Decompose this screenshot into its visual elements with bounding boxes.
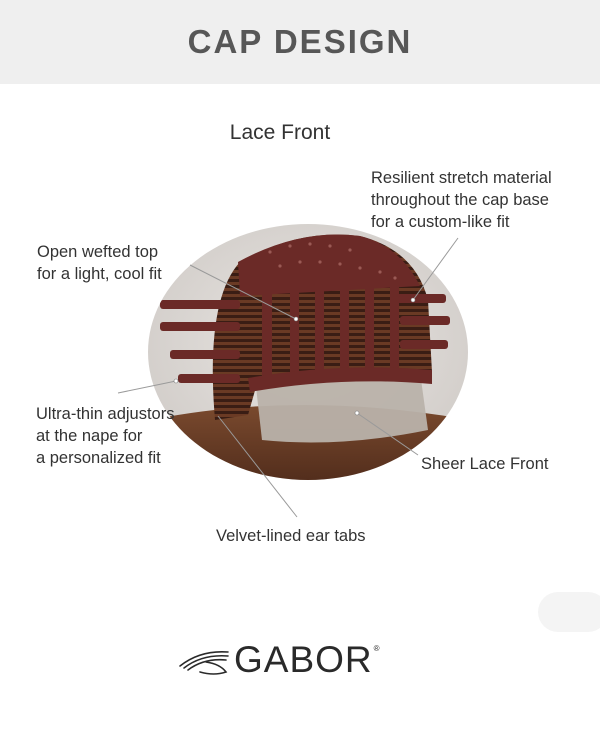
- page-title: CAP DESIGN: [187, 23, 413, 60]
- callout-resilient-stretch: Resilient stretch material throughout the cap base for a custom-like fit: [371, 169, 552, 231]
- cap-photo: [140, 220, 480, 490]
- cap-type-subtitle: Lace Front: [229, 121, 331, 144]
- callout-open-wefted-top: Open wefted top for a light, cool fit: [37, 243, 162, 283]
- callout-velvet-ear-tabs: Velvet-lined ear tabs: [216, 527, 366, 545]
- brand-logo: GABOR ®: [176, 640, 380, 680]
- gabor-swoosh-icon: [176, 642, 234, 678]
- floating-chat-button[interactable]: [538, 592, 600, 632]
- callout-ultra-thin-adjustors: Ultra-thin adjustors at the nape for a personalized fit: [36, 405, 175, 467]
- callout-sheer-lace-front: Sheer Lace Front: [421, 455, 549, 473]
